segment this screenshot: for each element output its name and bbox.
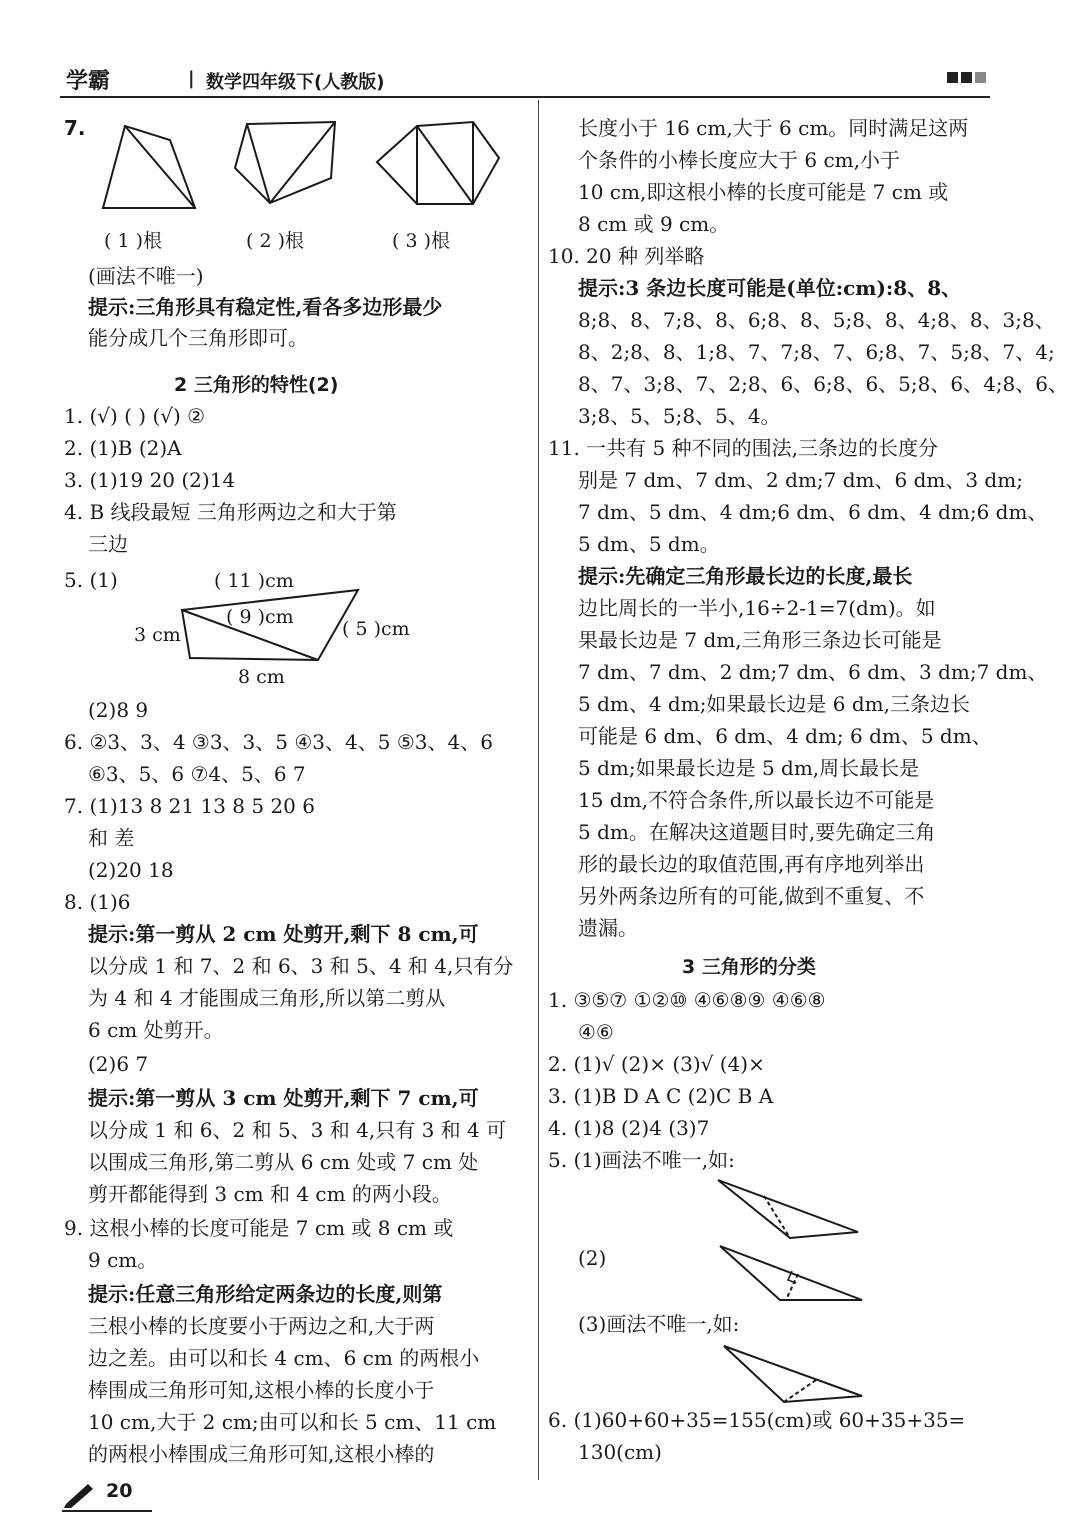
b5-triangle-3 [718,1340,868,1406]
book-title: 数学四年级下(人教版) [206,72,385,93]
answer-8-hint-8: 剪开都能得到 3 cm 和 4 cm 的两小段。 [88,1182,452,1206]
header-squares-icon [947,72,986,83]
answer-9-hint-6: 的两根小棒围成三角形可知,这根小棒的 [88,1442,435,1466]
answer-4-line1: 4. B 线段最短 三角形两边之和大于第 [64,500,397,524]
answer-9-hint-3: 边之差。由可以和长 4 cm、6 cm 的两根小 [88,1346,480,1370]
column-divider [538,100,539,1480]
answer-11-hint-4: 7 dm、7 dm、2 dm;7 dm、6 dm、3 dm;7 dm、 [578,660,1048,684]
q7-caption-2: ( 2 )根 [246,230,304,252]
q7-polygons-figure [95,118,515,218]
b5-triangle-2 [716,1240,866,1306]
b-answer-6-line1: 6. (1)60+60+35=155(cm)或 60+35+35= [548,1408,966,1432]
answer-5-line1: 5. (1) [64,568,118,592]
answer-11-hint-6: 可能是 6 dm、6 dm、4 dm; 6 dm、5 dm、 [578,724,992,748]
answer-8-hint-1: 提示:第一剪从 2 cm 处剪开,剩下 8 cm,可 [88,922,479,946]
answer-8-hint-7: 以围成三角形,第二剪从 6 cm 处或 7 cm 处 [88,1150,479,1174]
answer-9-hint-5: 10 cm,大于 2 cm;由可以和长 5 cm、11 cm [88,1410,497,1434]
answer-11-hint-1: 提示:先确定三角形最长边的长度,最长 [578,564,913,588]
b-answer-1-line1: 1. ③⑤⑦ ①②⑩ ④⑥⑧⑨ ④⑥⑧ [548,988,826,1012]
b-answer-5-line3: (3)画法不唯一,如: [578,1312,740,1336]
answer-11-hint-5: 5 dm、4 dm;如果最长边是 6 dm,三条边长 [578,692,971,716]
answer-11-hint-7: 5 dm;如果最长边是 5 dm,周长最长是 [578,756,920,780]
fig5-right-label: ( 5 )cm [342,618,410,640]
brand-logo: 学霸 [66,69,111,94]
answer-11-hint-11: 另外两条边所有的可能,做到不重复、不 [578,884,925,908]
q7-hint-1: 提示:三角形具有稳定性,看各多边形最少 [88,295,443,319]
section-2-title: 2 三角形的特性(2) [174,374,339,396]
answer-6-line1: 6. ②3、3、4 ③3、3、5 ④3、4、5 ⑤3、4、6 [64,730,493,754]
answer-8-hint-4: 6 cm 处剪开。 [88,1018,224,1042]
answer-9-cont-3: 10 cm,即这根小棒的长度可能是 7 cm 或 [578,180,949,204]
answer-8-hint-5: 提示:第一剪从 3 cm 处剪开,剩下 7 cm,可 [88,1086,479,1110]
answer-9-hint-2: 三根小棒的长度要小于两边之和,大于两 [88,1314,435,1338]
b-answer-3: 3. (1)B D A C (2)C B A [548,1084,774,1108]
answer-11-hint-12: 遗漏。 [578,916,638,940]
answer-3: 3. (1)19 20 (2)14 [64,468,236,492]
answer-10-hint-4: 8、7、3;8、7、2;8、6、6;8、6、5;8、6、4;8、6、 [578,372,1068,396]
answer-10-hint-1: 提示:3 条边长度可能是(单位:cm):8、8、 [578,276,962,300]
answer-9-line2: 9 cm。 [88,1248,158,1272]
fig5-bottom-label: 8 cm [238,666,285,688]
answer-4-line2: 三边 [88,532,128,556]
answer-11-line3: 7 dm、5 dm、4 dm;6 dm、6 dm、4 dm;6 dm、 [578,500,1048,524]
answer-8-hint-2: 以分成 1 和 7、2 和 6、3 和 5、4 和 4,只有分 [88,954,514,978]
answer-9-cont-1: 长度小于 16 cm,大于 6 cm。同时满足这两 [578,116,969,140]
answer-11-hint-2: 边比周长的一半小,16÷2-1=7(dm)。如 [578,596,936,620]
page-footer [62,1480,152,1512]
q7-label: 7. [64,116,86,140]
b-answer-2: 2. (1)√ (2)× (3)√ (4)× [548,1052,765,1076]
fig5-left-label: 3 cm [134,624,181,646]
q7-caption-3: ( 3 )根 [392,230,450,252]
answer-10-hint-2: 8;8、8、7;8、8、6;8、8、5;8、8、4;8、8、3;8、 [578,308,1055,332]
q7-note: (画法不唯一) [88,264,204,288]
answer-10-hint-5: 3;8、5、5;8、5、4。 [578,404,781,428]
answer-8-hint-6: 以分成 1 和 6、2 和 5、3 和 4,只有 3 和 4 可 [88,1118,507,1142]
fig5-diagonal-label: ( 9 )cm [226,606,294,628]
q7-hint-2: 能分成几个三角形即可。 [88,326,308,350]
answer-9-hint-4: 棒围成三角形可知,这根小棒的长度小于 [88,1378,435,1402]
q7-caption-1: ( 1 )根 [104,230,162,252]
answer-2: 2. (1)B (2)A [64,436,182,460]
page-number: 20 [106,1480,133,1502]
answer-1: 1. (√) ( ) (√) ② [64,404,206,428]
answer-11-hint-10: 形的最长边的取值范围,再有序地列举出 [578,852,925,876]
header-separator: | [188,68,195,89]
answer-6-line2: ⑥3、5、6 ⑦4、5、6 7 [88,762,306,786]
answer-7-line2: 和 差 [88,826,135,850]
answer-9-cont-4: 8 cm 或 9 cm。 [578,212,730,236]
b-answer-5-line1: 5. (1)画法不唯一,如: [548,1148,735,1172]
b-answer-4: 4. (1)8 (2)4 (3)7 [548,1116,710,1140]
answer-11-hint-8: 15 dm,不符合条件,所以最长边不可能是 [578,788,935,812]
answer-9-cont-2: 个条件的小棒长度应大于 6 cm,小于 [578,148,900,172]
answer-9-hint-1: 提示:任意三角形给定两条边的长度,则第 [88,1282,443,1306]
page-header [60,62,990,98]
b-answer-1-line2: ④⑥ [578,1020,614,1044]
b-answer-5-line2: (2) [578,1246,607,1270]
answer-7-line1: 7. (1)13 8 21 13 8 5 20 6 [64,794,315,818]
answer-11-line1: 11. 一共有 5 种不同的围法,三条边的长度分 [548,436,938,460]
answer-9-line1: 9. 这根小棒的长度可能是 7 cm 或 8 cm 或 [64,1216,454,1240]
answer-10: 10. 20 种 列举略 [548,244,705,268]
b-answer-6-line2: 130(cm) [578,1440,662,1464]
answer-11-hint-9: 5 dm。在解决这道题目时,要先确定三角 [578,820,936,844]
fig5-top-label: ( 11 )cm [214,570,294,592]
answer-10-hint-3: 8、2;8、8、1;8、7、7;8、7、6;8、7、5;8、7、4; [578,340,1055,364]
section-3-title: 3 三角形的分类 [682,956,816,978]
b5-triangle-1 [714,1176,864,1246]
answer-11-hint-3: 果最长边是 7 dm,三角形三条边长可能是 [578,628,942,652]
answer-11-line2: 别是 7 dm、7 dm、2 dm;7 dm、6 dm、3 dm; [578,468,1023,492]
pencil-icon [62,1482,96,1508]
answer-8-line2: (2)6 7 [88,1052,149,1076]
answer-8-hint-3: 为 4 和 4 才能围成三角形,所以第二剪从 [88,986,446,1010]
answer-11-line4: 5 dm、5 dm。 [578,532,720,556]
answer-8-line1: 8. (1)6 [64,890,131,914]
answer-5-line2: (2)8 9 [88,698,149,722]
answer-7-line3: (2)20 18 [88,858,174,882]
